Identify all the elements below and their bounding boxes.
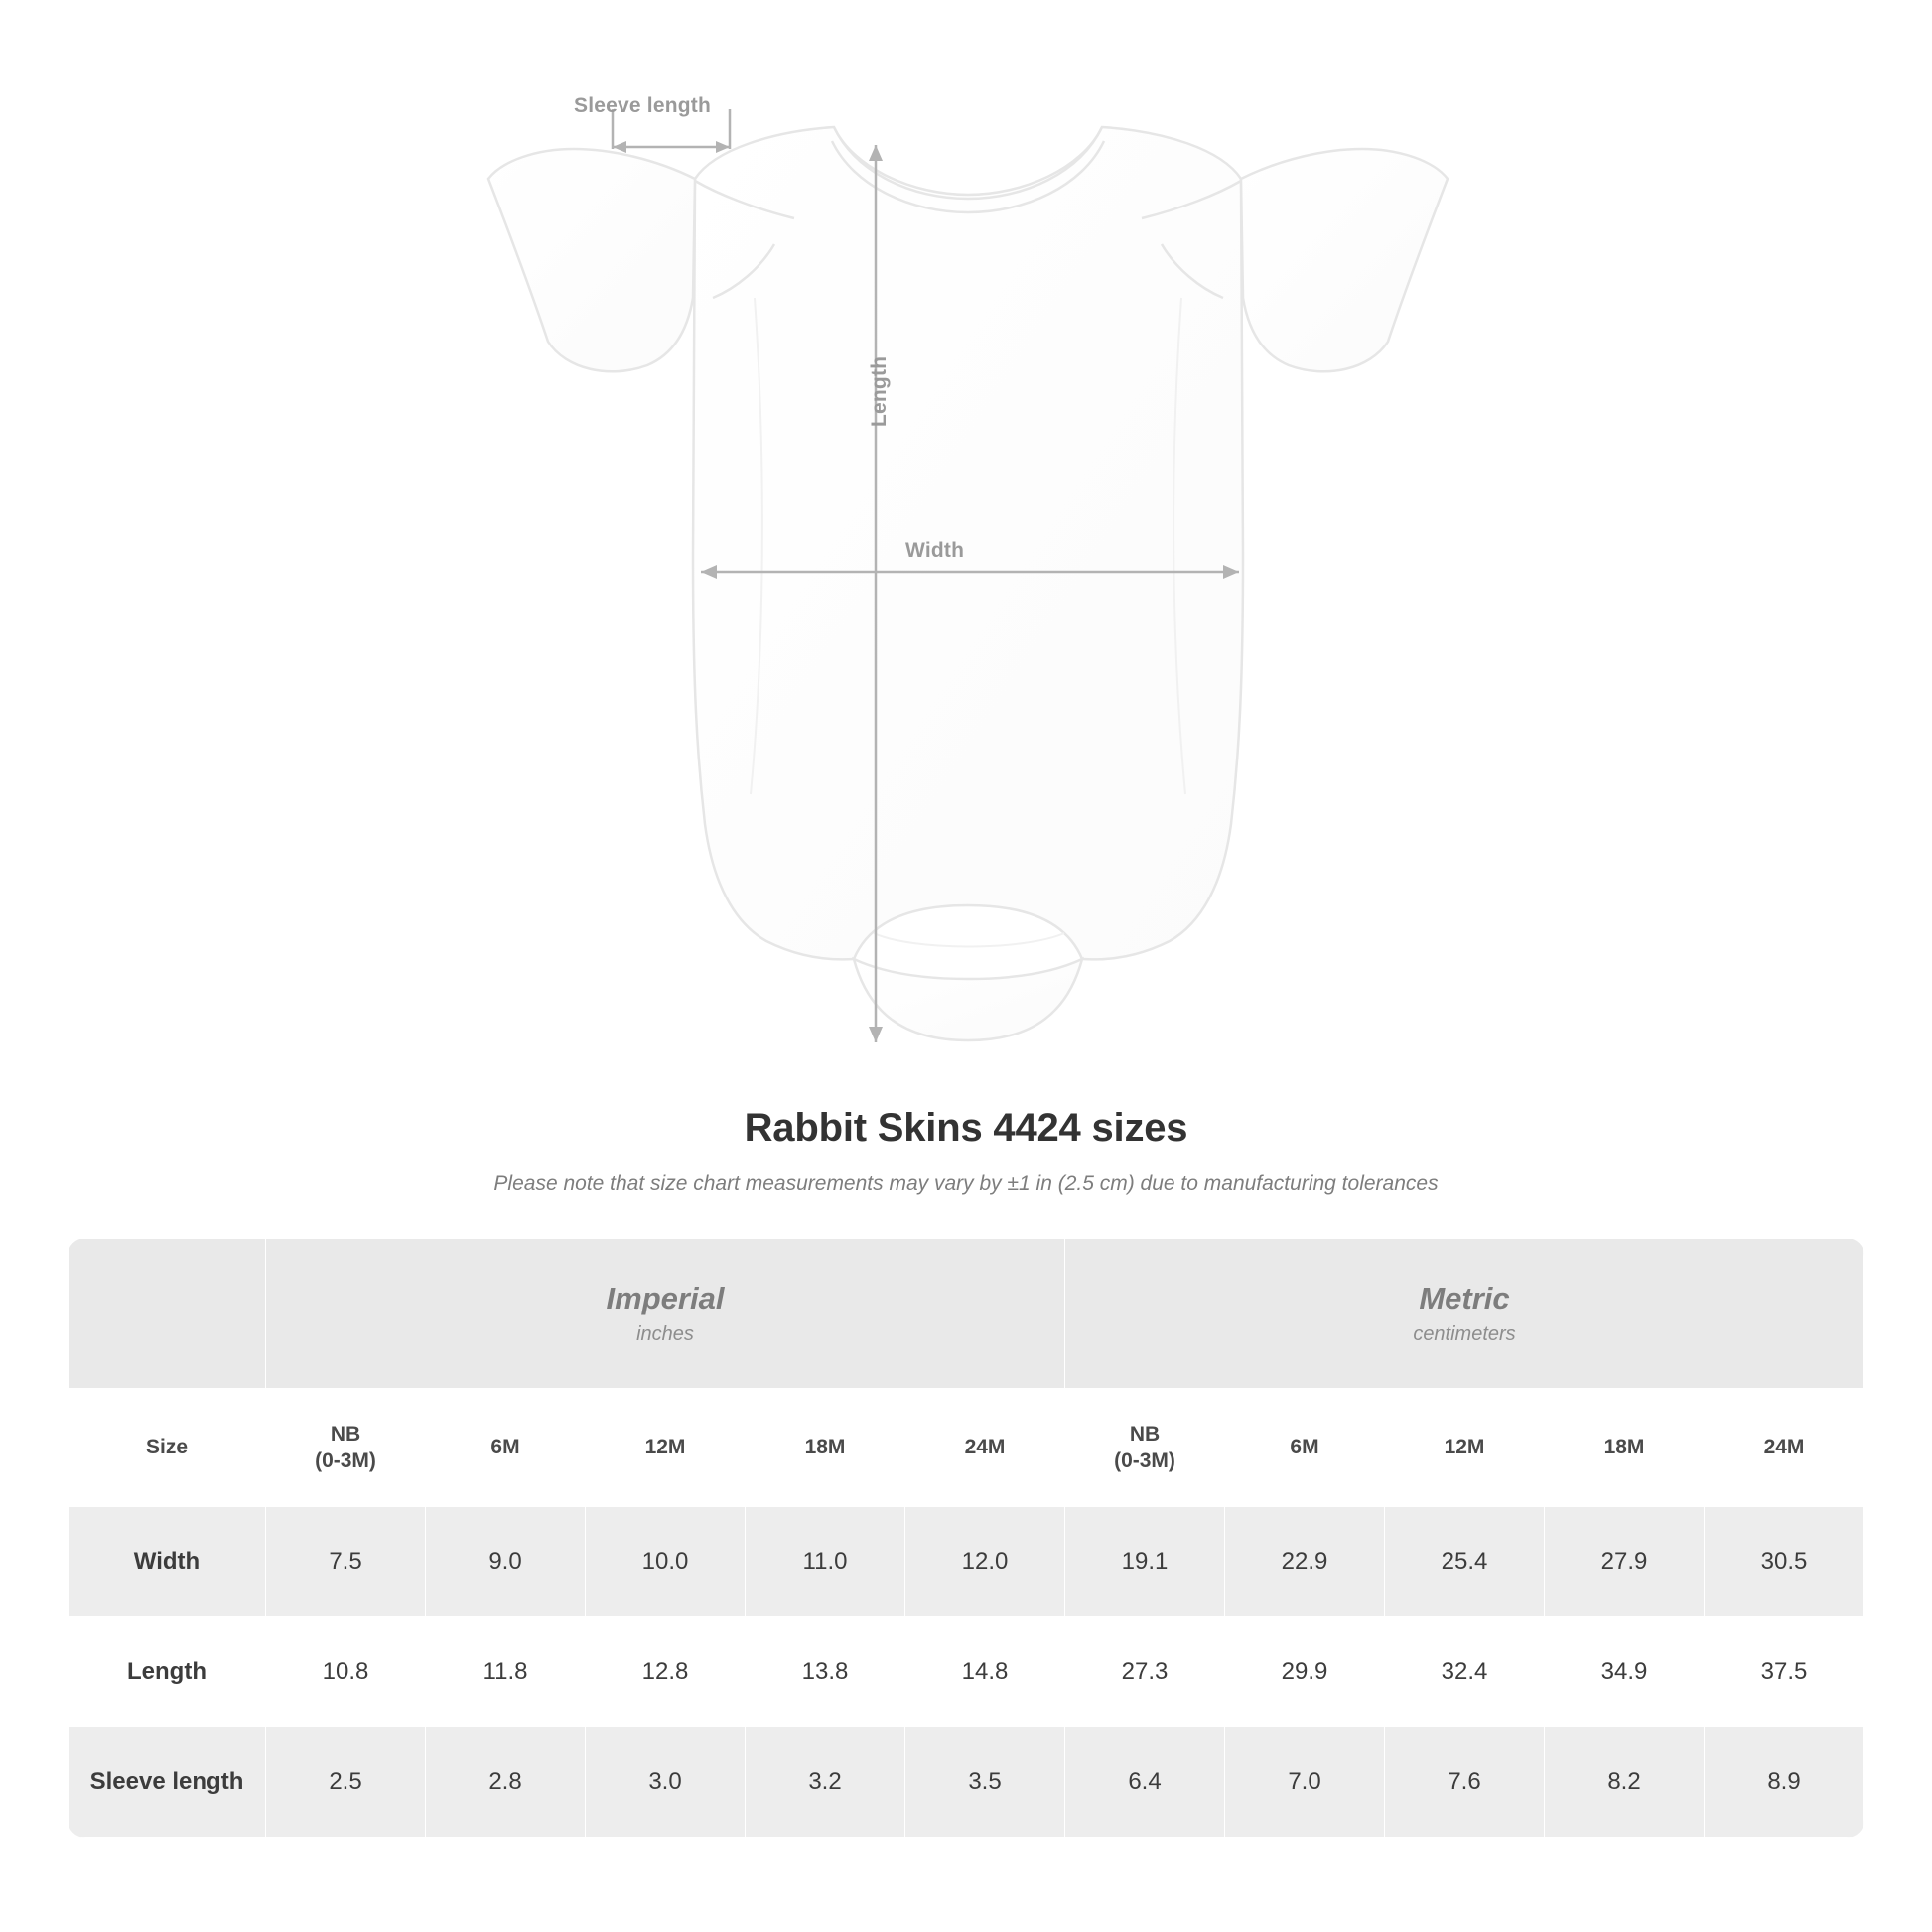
unit-imperial-name: Imperial <box>606 1280 725 1315</box>
cell-sleeve-metric-24m: 8.9 <box>1705 1727 1864 1838</box>
cell-width-metric-6m: 22.9 <box>1225 1507 1385 1617</box>
cell-width-imperial-6m: 9.0 <box>426 1507 586 1617</box>
col-header-imperial-nb <box>266 1389 426 1507</box>
unit-header-row <box>69 1239 1864 1389</box>
cell-width-metric-24m: 30.5 <box>1705 1507 1864 1617</box>
col-header-line1: NB <box>330 1422 361 1446</box>
row-label-length: Length <box>69 1617 266 1727</box>
sleeve-length-dimension-label: Sleeve length <box>574 94 711 117</box>
table-row <box>69 1727 1864 1838</box>
col-header-metric-nb <box>1065 1389 1225 1507</box>
unit-row-spacer <box>69 1239 266 1389</box>
unit-metric-cell <box>1065 1239 1864 1389</box>
cell-sleeve-imperial-12m: 3.0 <box>586 1727 746 1838</box>
cell-length-metric-18m: 34.9 <box>1545 1617 1705 1727</box>
table-row <box>69 1617 1864 1727</box>
cell-length-imperial-18m: 13.8 <box>746 1617 905 1727</box>
col-header-imperial-12m: 12M <box>586 1389 746 1507</box>
cell-width-metric-nb: 19.1 <box>1065 1507 1225 1617</box>
table-row <box>69 1507 1864 1617</box>
col-header-metric-12m: 12M <box>1385 1389 1545 1507</box>
cell-length-metric-nb: 27.3 <box>1065 1617 1225 1727</box>
col-header-imperial-6m: 6M <box>426 1389 586 1507</box>
page-title: Rabbit Skins 4424 sizes <box>744 1106 1188 1150</box>
col-header-imperial-18m: 18M <box>746 1389 905 1507</box>
cell-sleeve-imperial-6m: 2.8 <box>426 1727 586 1838</box>
row-label-sleeve-length: Sleeve length <box>69 1727 266 1838</box>
cell-length-metric-12m: 32.4 <box>1385 1617 1545 1727</box>
size-table <box>68 1238 1864 1838</box>
bodysuit-body <box>488 127 1448 1040</box>
cell-length-imperial-12m: 12.8 <box>586 1617 746 1727</box>
cell-width-imperial-24m: 12.0 <box>905 1507 1065 1617</box>
cell-width-metric-18m: 27.9 <box>1545 1507 1705 1617</box>
col-header-metric-18m: 18M <box>1545 1389 1705 1507</box>
cell-length-imperial-6m: 11.8 <box>426 1617 586 1727</box>
col-header-metric-24m: 24M <box>1705 1389 1864 1507</box>
cell-sleeve-metric-12m: 7.6 <box>1385 1727 1545 1838</box>
unit-imperial-sub: inches <box>636 1323 694 1346</box>
cell-length-imperial-24m: 14.8 <box>905 1617 1065 1727</box>
col-header-line1: NB <box>1129 1422 1161 1446</box>
col-header-line2: (0-3M) <box>1114 1449 1175 1472</box>
unit-metric-name: Metric <box>1419 1280 1510 1315</box>
cell-length-imperial-nb: 10.8 <box>266 1617 426 1727</box>
col-header-imperial-24m: 24M <box>905 1389 1065 1507</box>
cell-sleeve-metric-nb: 6.4 <box>1065 1727 1225 1838</box>
cell-width-imperial-12m: 10.0 <box>586 1507 746 1617</box>
unit-metric-sub: centimeters <box>1413 1323 1516 1346</box>
cell-width-imperial-18m: 11.0 <box>746 1507 905 1617</box>
cell-sleeve-imperial-18m: 3.2 <box>746 1727 905 1838</box>
size-header-label: Size <box>69 1389 266 1507</box>
cell-length-metric-6m: 29.9 <box>1225 1617 1385 1727</box>
cell-width-imperial-nb: 7.5 <box>266 1507 426 1617</box>
cell-sleeve-imperial-24m: 3.5 <box>905 1727 1065 1838</box>
title-block <box>0 1106 1932 1196</box>
cell-width-metric-12m: 25.4 <box>1385 1507 1545 1617</box>
unit-imperial-cell <box>266 1239 1065 1389</box>
tolerance-note: Please note that size chart measurements may vary by ±1 in (2.5 cm) due to manufacturing tolerances <box>493 1173 1439 1195</box>
cell-sleeve-metric-6m: 7.0 <box>1225 1727 1385 1838</box>
width-dimension-label: Width <box>905 539 965 562</box>
col-header-metric-6m: 6M <box>1225 1389 1385 1507</box>
col-header-line2: (0-3M) <box>315 1449 376 1472</box>
cell-sleeve-metric-18m: 8.2 <box>1545 1727 1705 1838</box>
cell-length-metric-24m: 37.5 <box>1705 1617 1864 1727</box>
row-label-width: Width <box>69 1507 266 1617</box>
size-table-wrapper <box>68 1238 1864 1838</box>
size-header-row <box>69 1389 1864 1507</box>
length-dimension-label: Length <box>868 355 891 427</box>
cell-sleeve-imperial-nb: 2.5 <box>266 1727 426 1838</box>
